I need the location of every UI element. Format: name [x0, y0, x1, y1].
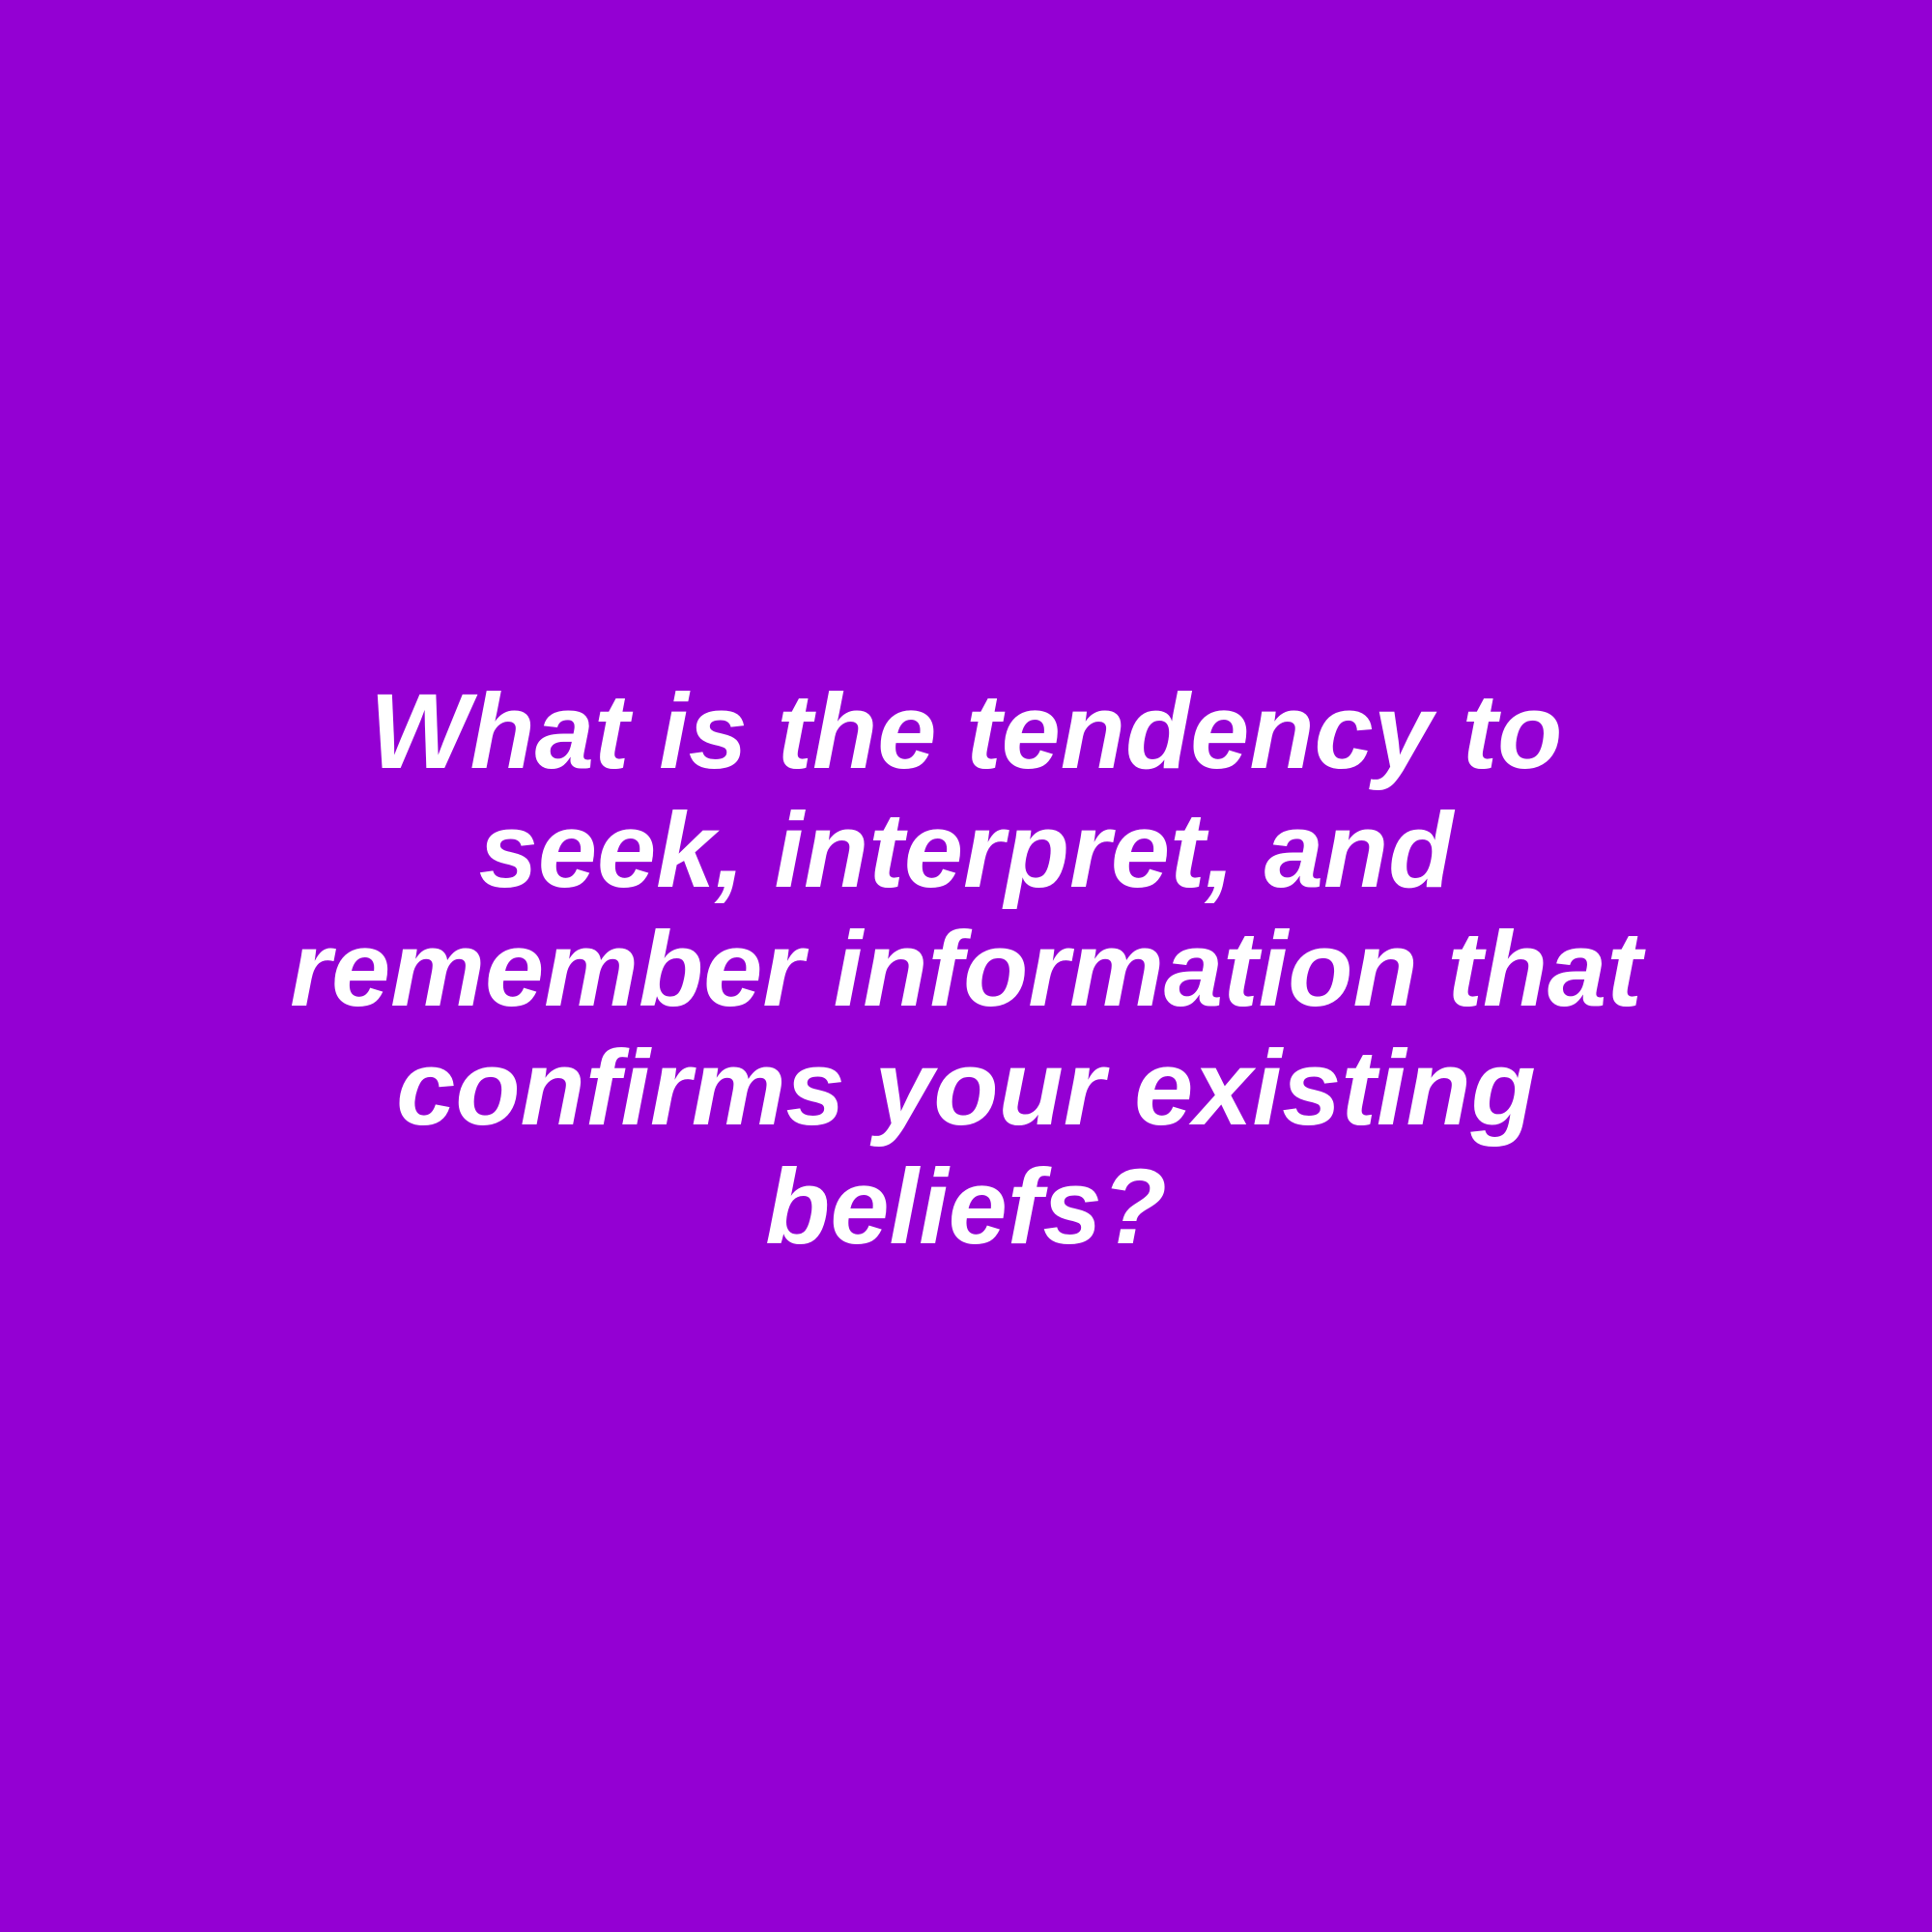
question-line-3: remember information that	[290, 909, 1642, 1029]
question-line-1: What is the tendency to	[369, 671, 1563, 791]
question-line-2: seek, interpret, and	[478, 790, 1454, 910]
question-text	[174, 672, 1758, 1266]
question-line-5: beliefs?	[765, 1147, 1167, 1266]
question-line-4: confirms your existing	[396, 1028, 1536, 1148]
